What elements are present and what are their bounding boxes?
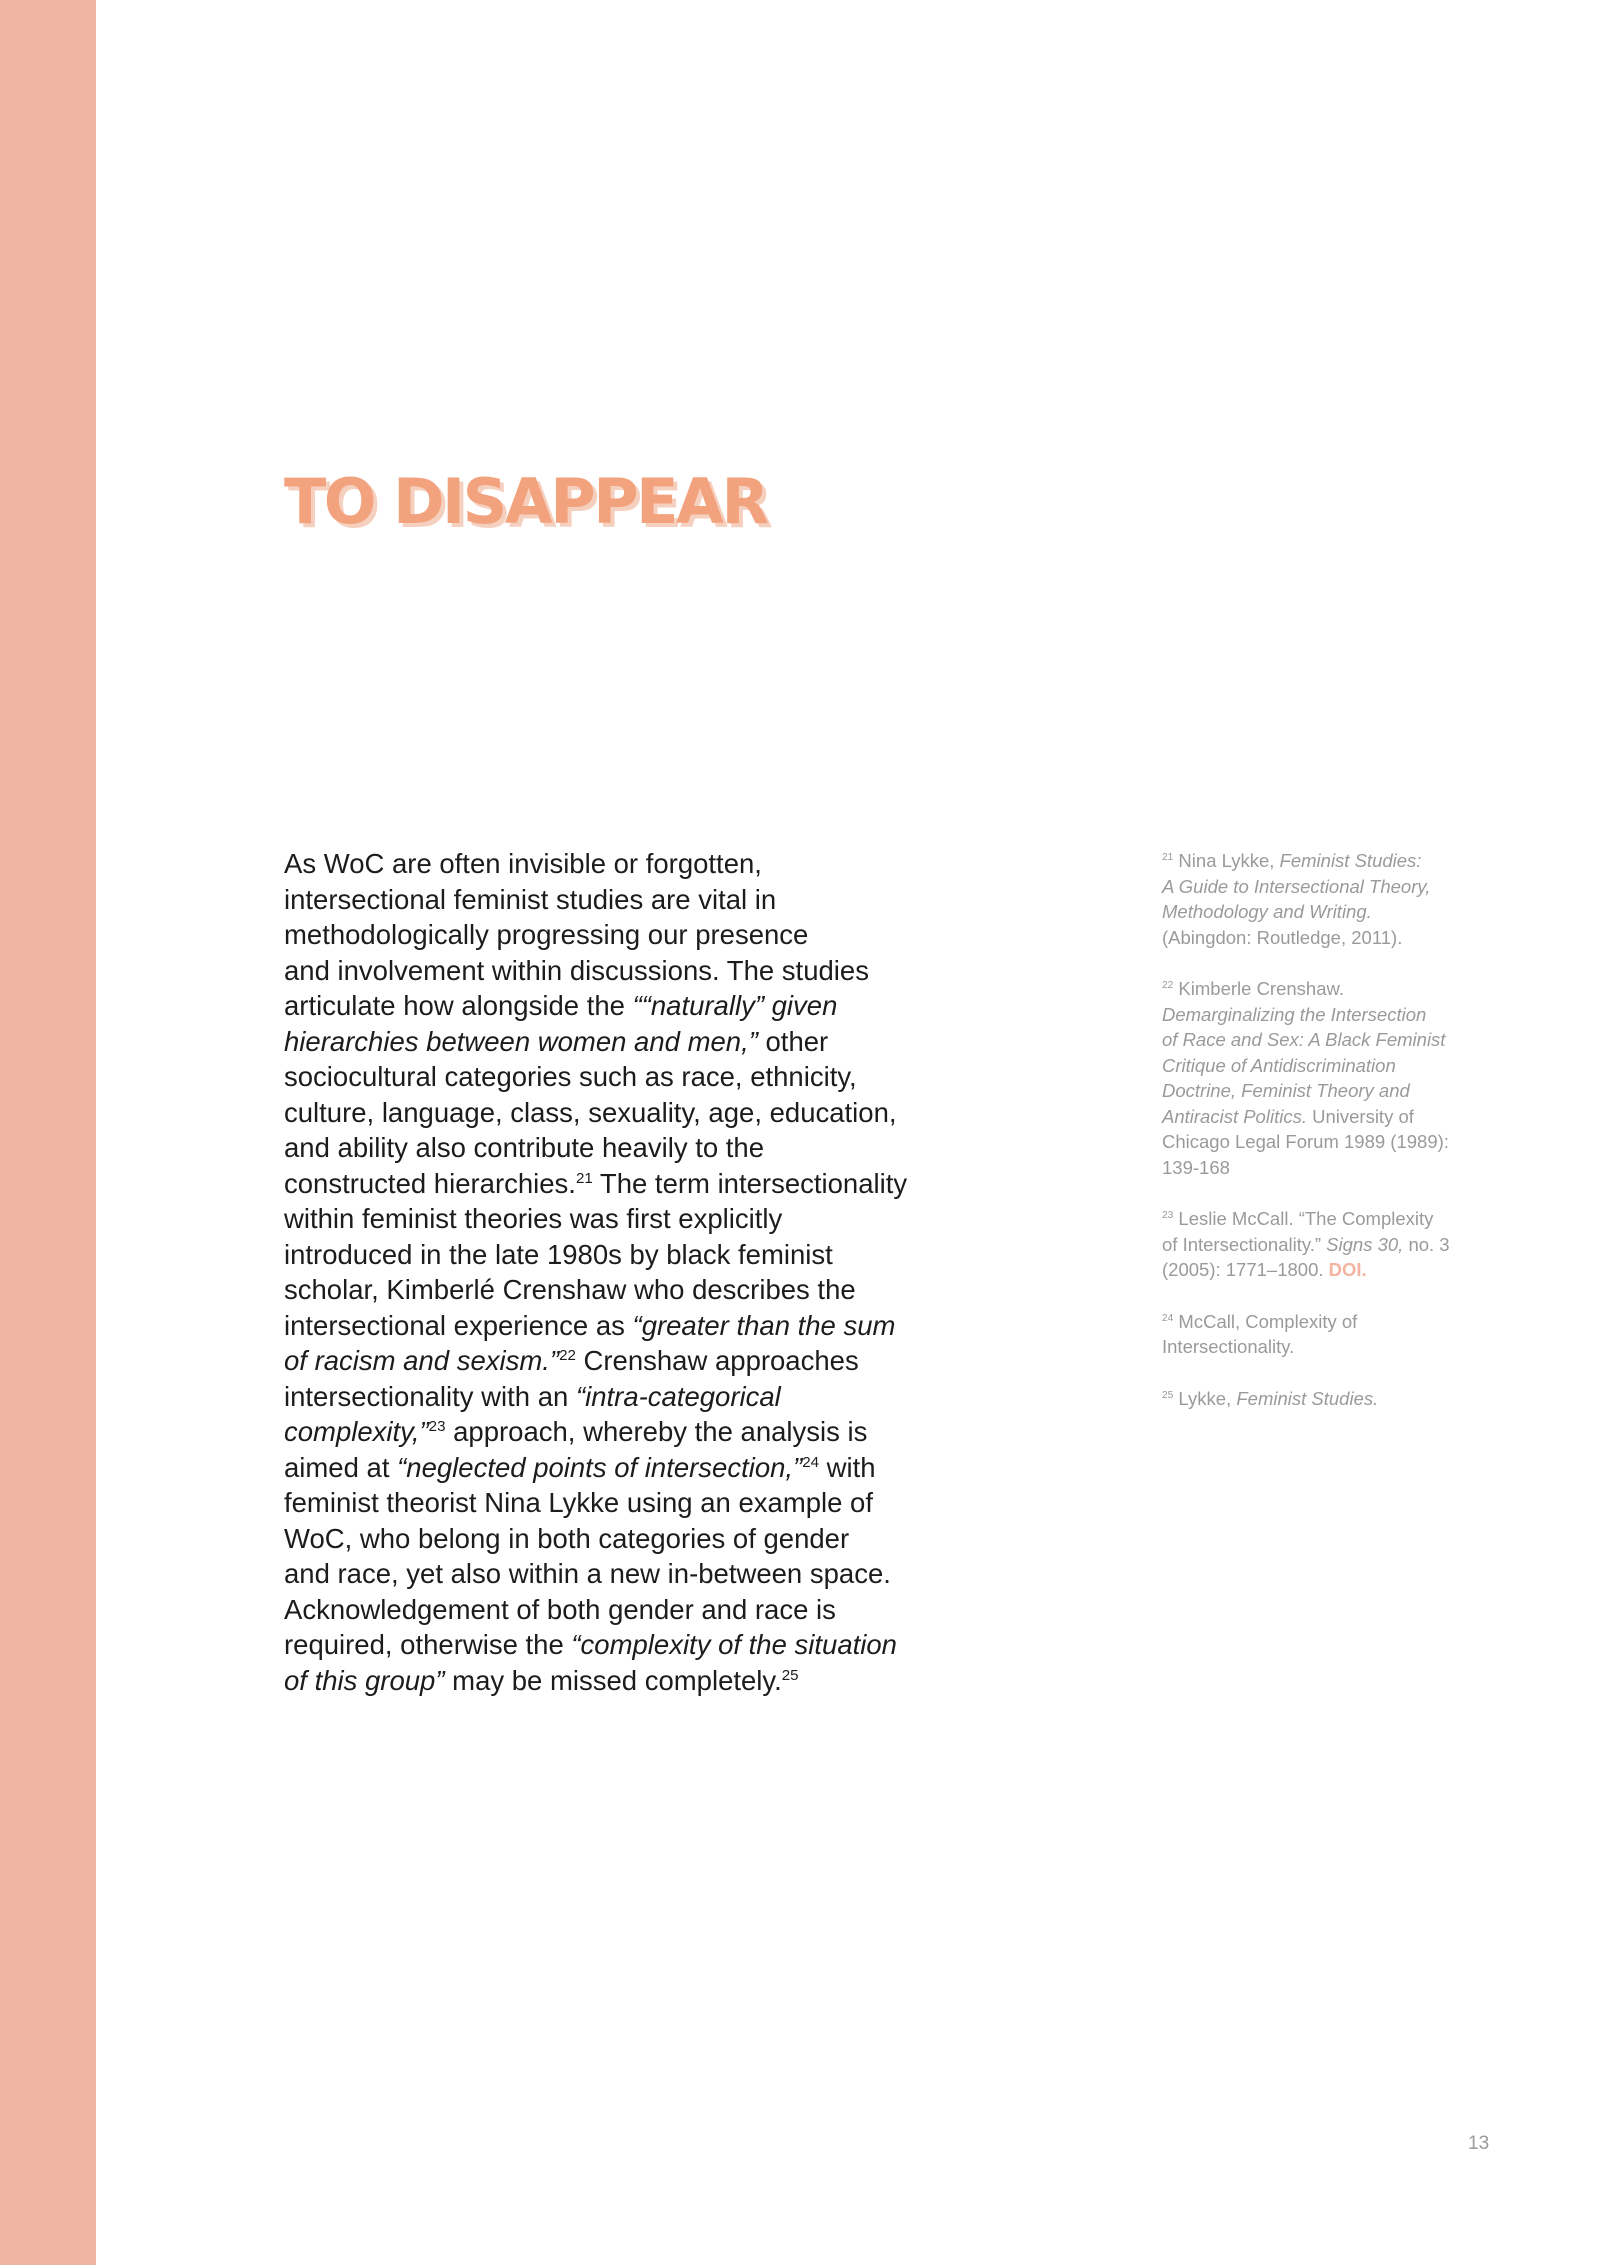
footnote-25: $^{25}$ Lykke, Feminist Studies. [1162,1387,1379,1409]
side-color-band [0,0,96,2265]
body-line: intersectional feminist studies are vital in [284,883,777,915]
body-line: feminist theorist Nina Lykke using an example of [284,1487,873,1518]
page-heading: TO DISAPPEAR [284,465,767,538]
footnote-ref: 23 [428,1417,446,1435]
body-line: culture, language, class, sexuality, age, education, [284,1096,897,1128]
doi-link[interactable]: DOI. [1328,1259,1367,1280]
footnote-ref: 25 [781,1666,799,1684]
body-line: Acknowledgement of both gender and race is [284,1593,836,1625]
body-line: intersectionality with an “intra-categorical [284,1380,781,1412]
body-line: introduced in the late 1980s by black feminist [284,1238,833,1270]
quote-italic: hierarchies between women and men,” [284,1025,758,1057]
body-paragraph [284,846,1004,1698]
quote-italic: “intra-categorical [575,1380,781,1412]
body-line: WoC, who belong in both categories of gender [284,1522,850,1554]
quote-italic: of racism and sexism.” [284,1345,560,1376]
footnotes-column [1162,848,1522,1437]
body-line: within feminist theories was first explicitly [284,1203,783,1234]
quote-italic: ““naturally” given [632,990,838,1021]
footnote-24: $^{24}$ McCall, Complexity of Intersectionality. [1162,1310,1358,1357]
footnote-number: 25 [1162,1389,1174,1401]
footnote-22: $^{22}$ Kimberle Crenshaw. Demarginalizing the Intersection of Race and Sex: A Black Feminist Critique of Antidiscrimination Doctrine, Feminist Theory and Antiracist Politics. University of Chicago Legal Forum 1989 (1989): 139-168 [1162,978,1449,1178]
footnote-ref: 24 [802,1453,820,1471]
quote-italic: of this group” [284,1664,445,1696]
footnote-23: $^{23}$ Leslie McCall. “The Complexity of Intersectionality.” Signs 30, no. 3 (2005): 1771–1800. DOI. [1162,1208,1450,1280]
page-number: 13 [1468,2133,1490,2154]
body-line: As WoC are often invisible or forgotten, [284,848,762,879]
body-line: and ability also contribute heavily to the [284,1132,765,1163]
body-line: required, otherwise the “complexity of the situation [284,1629,897,1660]
footnote-number: 23 [1162,1209,1174,1221]
body-line: aimed at “neglected points of intersection,”$^{24}$ with [284,1451,876,1483]
body-line: and involvement within discussions. The studies [284,954,869,986]
body-line: of this group” may be missed completely.$^{25}$ [284,1664,799,1696]
footnote-21: $^{21}$ Nina Lykke, Feminist Studies: A Guide to Intersectional Theory, Methodology and Writing. (Abingdon: Routledge, 2011). [1162,850,1431,948]
body-line: and race, yet also within a new in-between space. [284,1558,891,1589]
body-line: intersectional experience as “greater than the sum [284,1309,896,1341]
quote-italic: “neglected points of intersection,” [397,1451,803,1483]
body-line: constructed hierarchies.$^{21}$ The term intersectionality [284,1167,908,1199]
body-line: methodologically progressing our presence [284,919,809,950]
footnote-ref: 22 [559,1346,576,1364]
body-line: articulate how alongside the ““naturally” given [284,990,838,1021]
quote-italic: “complexity of the situation [571,1629,897,1660]
quote-italic: “greater than the sum [632,1309,896,1341]
footnote-ref: 21 [575,1169,593,1187]
body-line: complexity,”$^{23}$ approach, whereby the analysis is [284,1416,868,1447]
body-line: sociocultural categories such as race, ethnicity, [284,1061,857,1092]
body-line: scholar, Kimberlé Crenshaw who describes the [284,1274,856,1305]
quote-italic: complexity,” [284,1416,429,1447]
footnote-number: 22 [1162,979,1174,991]
body-line: of racism and sexism.”$^{22}$ Crenshaw approaches [284,1345,859,1376]
body-line: hierarchies between women and men,” other [284,1025,829,1057]
footnote-number: 21 [1162,851,1174,863]
footnote-number: 24 [1162,1312,1174,1324]
